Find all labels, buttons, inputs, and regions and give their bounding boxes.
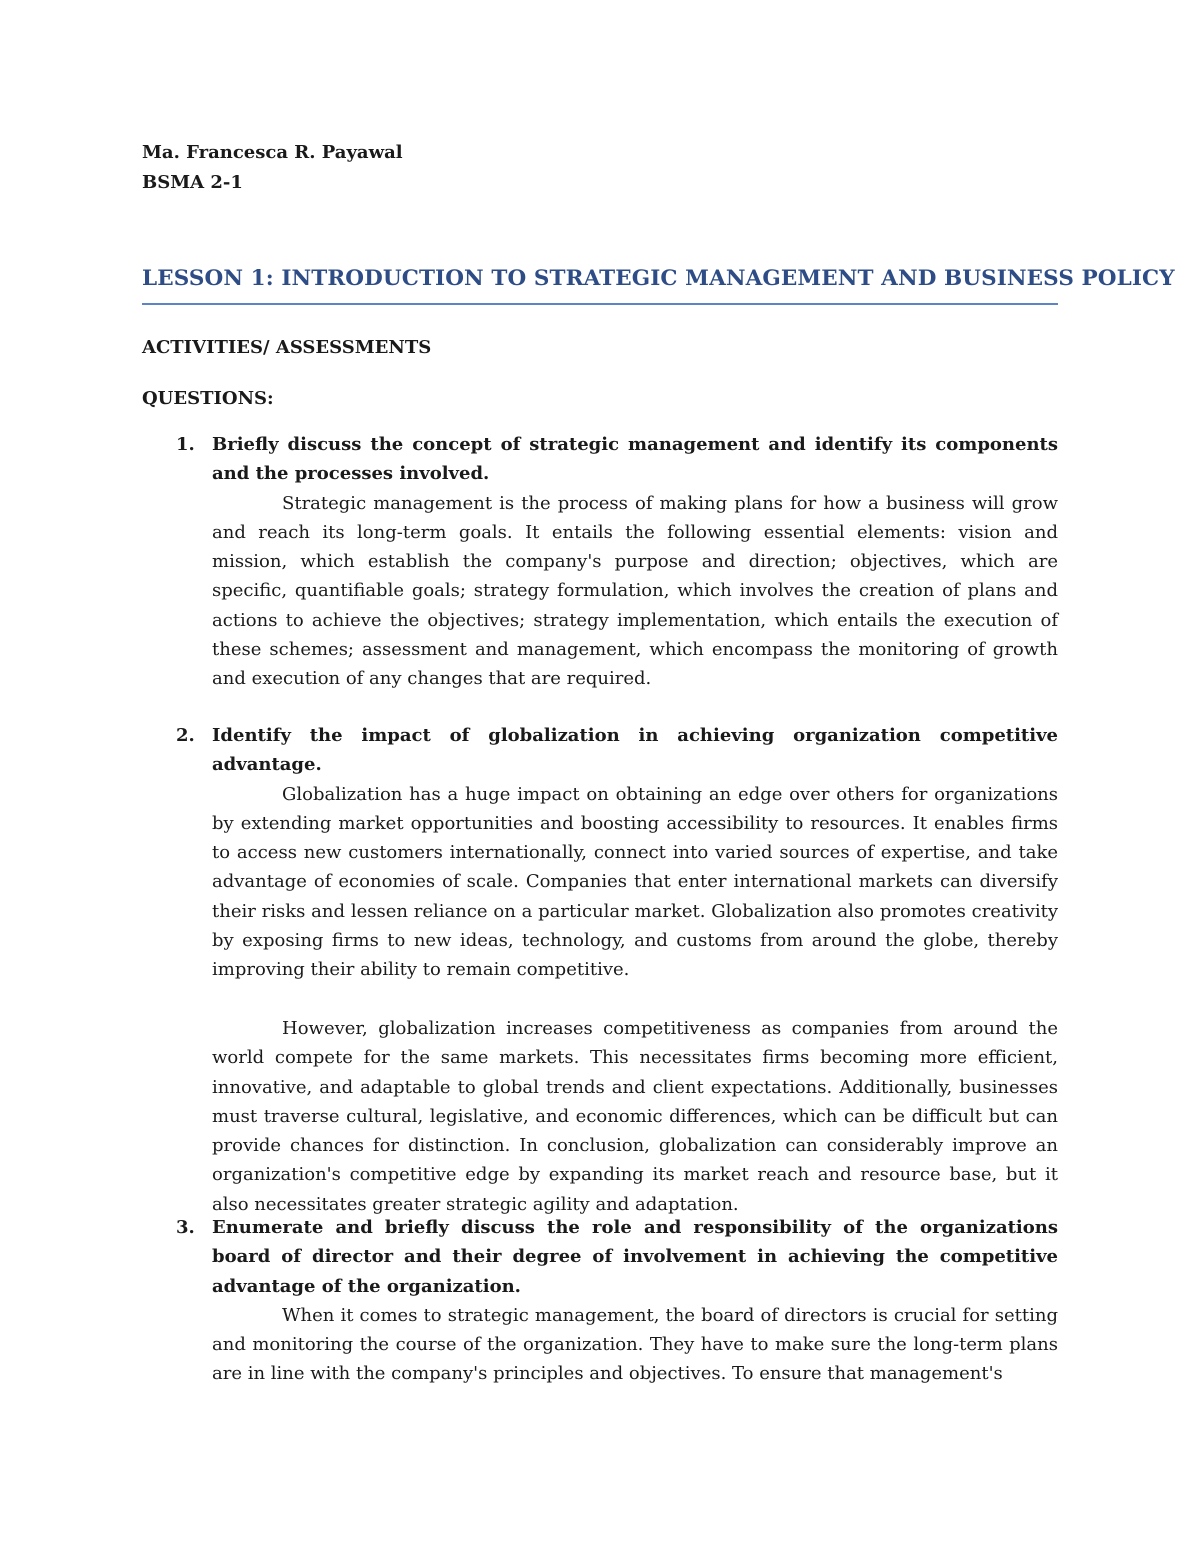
lesson-title: LESSON 1: INTRODUCTION TO STRATEGIC MANAGEMENT AND BUSINESS POLICY xyxy=(142,266,1175,291)
question-number: 3. xyxy=(176,1217,195,1238)
author-section: BSMA 2-1 xyxy=(142,172,243,193)
question-item xyxy=(142,721,1058,1219)
question-text: Briefly discuss the concept of strategic management and identify its components and the processes involved. xyxy=(212,434,1058,485)
question-body xyxy=(212,721,1058,1219)
question-body xyxy=(212,1213,1058,1389)
author-name: Ma. Francesca R. Payawal xyxy=(142,142,403,163)
answer-paragraph: Strategic management is the process of making plans for how a business will grow and reach its long-term goals. It entails the following essential elements: vision and mission, which establish the company's purpose and direction; objectives, which are specific, quantifiable goals; strategy formulation, which involves the creation of plans and actions to achieve the objectives; strategy implementation, which entails the execution of these schemes; assessment and management, which encompass the monitoring of growth and execution of any changes that are required. xyxy=(212,492,1058,690)
question-number: 2. xyxy=(176,725,195,746)
question-number: 1. xyxy=(176,434,195,455)
answer-paragraph: Globalization has a huge impact on obtaining an edge over others for organizations by extending market opportunities and boosting accessibility to resources. It enables firms to access new customers internationally, connect into varied sources of expertise, and take advantage of economies of scale. Companies that enter international markets can diversify their risks and lessen reliance on a particular market. Globalization also promotes creativity by exposing firms to new ideas, technology, and customs from around the globe, thereby improving their ability to remain competitive. xyxy=(212,783,1058,981)
answer-paragraph: However, globalization increases competitiveness as companies from around the world compete for the same markets. This necessitates firms becoming more efficient, innovative, and adaptable to global trends and client expectations. Additionally, businesses must traverse cultural, legislative, and economic differences, which can be difficult but can provide chances for distinction. In conclusion, globalization can considerably improve an organization's competitive edge by expanding its market reach and resource base, but it also necessitates greater strategic agility and adaptation. xyxy=(212,1017,1058,1215)
activities-heading: ACTIVITIES/ ASSESSMENTS xyxy=(142,337,432,358)
question-item xyxy=(142,1213,1058,1389)
question-text: Identify the impact of globalization in achieving organization competitive advantage. xyxy=(212,725,1058,776)
title-underline xyxy=(142,303,1058,305)
question-text: Enumerate and briefly discuss the role and responsibility of the organizations board of director and their degree of involvement in achieving the competitive advantage of the organization. xyxy=(212,1217,1058,1297)
answer-paragraph: When it comes to strategic management, the board of directors is crucial for setting and monitoring the course of the organization. They have to make sure the long-term plans are in line with the company's principles and objectives. To ensure that management's xyxy=(212,1304,1058,1385)
question-item xyxy=(142,430,1058,694)
questions-heading: QUESTIONS: xyxy=(142,388,274,409)
question-body xyxy=(212,430,1058,694)
